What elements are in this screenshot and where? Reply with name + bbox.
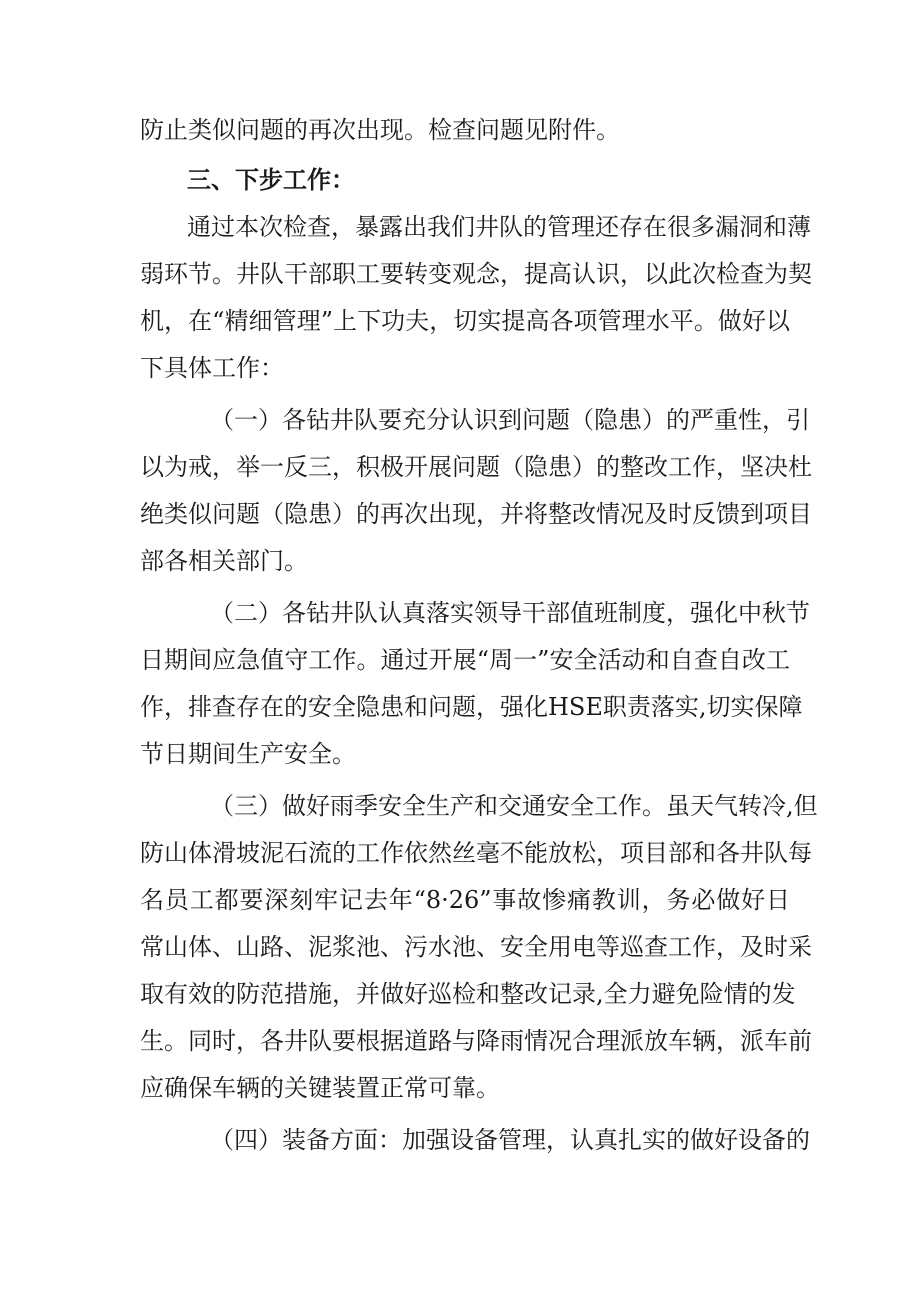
- item-three-line: 应确保车辆的关键装置正常可靠。: [140, 1074, 500, 1102]
- item-one-line: 绝类似问题（隐患）的再次出现，并将整改情况及时反馈到项目: [140, 500, 812, 528]
- item-three-line: 生。同时，各井队要根据道路与降雨情况合理派放车辆，派车前: [140, 1027, 812, 1055]
- item-three-line: 常山体、山路、泥浆池、污水池、安全用电等巡查工作，及时采: [140, 933, 812, 961]
- item-three-line: 防山体滑坡泥石流的工作依然丝毫不能放松，项目部和各井队每: [140, 839, 812, 867]
- item-three-line: 名员工都要深刻牢记去年“8·26”事故惨痛教训，务必做好日: [140, 886, 790, 914]
- item-one-line: 部各相关部门。: [140, 547, 308, 575]
- item-two-line: 日期间应急值守工作。通过开展“周一”安全活动和自查自改工: [140, 646, 790, 674]
- item-one-line: 以为戒，举一反三，积极开展问题（隐患）的整改工作，坚决杜: [140, 453, 812, 481]
- item-one-line: （一）各钻井队要充分认识到问题（隐患）的严重性，引: [210, 406, 810, 434]
- item-two-line: （二）各钻井队认真落实领导干部值班制度，强化中秋节: [210, 599, 810, 627]
- item-four-line: （四）装备方面：加强设备管理，认真扎实的做好设备的: [210, 1126, 810, 1154]
- item-three-line: 取有效的防范措施，并做好巡检和整改记录,全力避免险情的发: [140, 980, 796, 1008]
- text-line: 防止类似问题的再次出现。检查问题见附件。: [140, 116, 620, 144]
- paragraph-line: 下具体工作：: [140, 354, 284, 382]
- item-two-line: 节日期间生产安全。: [140, 740, 356, 768]
- paragraph-line: 通过本次检查，暴露出我们井队的管理还存在很多漏洞和薄: [187, 213, 811, 241]
- section-heading: 三、下步工作：: [187, 166, 355, 194]
- item-three-line: （三）做好雨季安全生产和交通安全工作。虽天气转冷,但: [210, 792, 818, 820]
- item-two-line: 作，排查存在的安全隐患和问题，强化HSE职责落实,切实保障: [140, 693, 803, 721]
- paragraph-line: 弱环节。井队干部职工要转变观念，提高认识，以此次检查为契: [140, 260, 812, 288]
- paragraph-line: 机，在“精细管理”上下功夫，切实提高各项管理水平。做好以: [140, 307, 790, 335]
